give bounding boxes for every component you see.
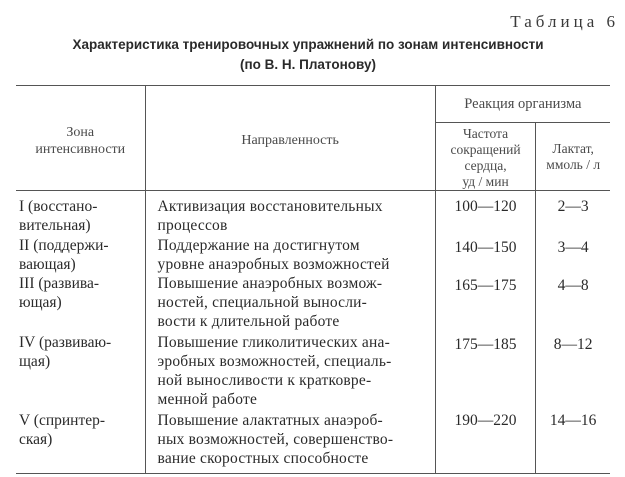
direction-line: Поддержание на достигнутом	[157, 237, 360, 254]
heart-rate-cell: 140—150	[435, 236, 536, 274]
caption-line-2: (по В. Н. Платонову)	[240, 57, 376, 72]
header-direction: Направленность	[145, 86, 435, 191]
header-hr-line-2: сокращений	[450, 142, 521, 157]
zone-line: III (развива-	[19, 275, 100, 292]
zone-line: вительная)	[19, 217, 91, 234]
direction-cell	[145, 333, 435, 411]
table-row	[16, 411, 610, 474]
heart-rate-cell: 175—185	[435, 333, 536, 411]
table-number-label: Таблица 6	[510, 12, 619, 31]
zone-line: ющая)	[19, 294, 62, 311]
zone-cell	[16, 274, 145, 333]
header-lactate-line-1: Лактат,	[552, 141, 594, 156]
direction-cell	[145, 191, 435, 237]
direction-line: эробных возможностей, специаль-	[157, 353, 392, 370]
header-row-1	[16, 86, 610, 123]
zone-cell	[16, 236, 145, 274]
caption-line-1: Характеристика тренировочных упражнений по зонам интенсивности	[72, 37, 544, 52]
table-row	[16, 333, 610, 411]
header-hr-line-4: уд / мин	[462, 174, 509, 189]
direction-line: Повышение анаэробных возмож-	[157, 275, 383, 292]
header-zone-line-1: Зона	[66, 125, 95, 140]
direction-cell	[145, 411, 435, 474]
heart-rate-cell: 100—120	[435, 191, 536, 237]
header-zone	[16, 86, 145, 191]
lactate-cell: 3—4	[536, 236, 610, 274]
lactate-cell: 4—8	[536, 274, 610, 333]
direction-line: процессов	[157, 217, 228, 234]
direction-cell	[145, 274, 435, 333]
table-row	[16, 236, 610, 274]
table-caption	[28, 35, 588, 75]
direction-line: уровне анаэробных возможностей	[157, 256, 390, 273]
direction-line: вание скоростных способносте	[157, 450, 369, 467]
zone-line: II (поддержи-	[19, 237, 109, 254]
lactate-cell: 14—16	[536, 411, 610, 474]
direction-line: вости к длительной работе	[157, 313, 340, 330]
header-lactate-line-2: ммоль / л	[546, 157, 601, 172]
heart-rate-cell: 190—220	[435, 411, 536, 474]
direction-line: менной работе	[157, 391, 258, 408]
zone-cell	[16, 411, 145, 474]
zone-cell	[16, 191, 145, 237]
table-row	[16, 274, 610, 333]
zone-line: IV (развиваю-	[19, 334, 112, 351]
direction-line: ностей, специальной выносли-	[157, 294, 368, 311]
zone-line: I (восстано-	[19, 198, 98, 215]
header-hr-line-3: сердца,	[464, 158, 507, 173]
direction-line: Активизация восстановительных	[157, 198, 383, 215]
zone-cell	[16, 333, 145, 411]
zone-line: вающая)	[19, 256, 76, 273]
zone-line: щая)	[19, 353, 51, 370]
header-hr-line-1: Частота	[462, 126, 509, 141]
zone-line: ская)	[19, 431, 53, 448]
intensity-zones-table	[16, 85, 610, 474]
lactate-cell: 2—3	[536, 191, 610, 237]
header-heart-rate	[435, 123, 536, 191]
heart-rate-cell: 165—175	[435, 274, 536, 333]
direction-line: ной выносливости к кратковре-	[157, 372, 372, 389]
direction-line: ных возможностей, совершенство-	[157, 431, 394, 448]
direction-cell	[145, 236, 435, 274]
header-reaction: Реакция организма	[435, 86, 610, 123]
header-zone-line-2: интенсивности	[35, 142, 126, 157]
header-lactate	[536, 123, 610, 191]
zone-line: V (спринтер-	[19, 412, 106, 429]
lactate-cell: 8—12	[536, 333, 610, 411]
table-row	[16, 191, 610, 237]
direction-line: Повышение гликолитических ана-	[157, 334, 390, 351]
direction-line: Повышение алактатных анаэроб-	[157, 412, 383, 429]
